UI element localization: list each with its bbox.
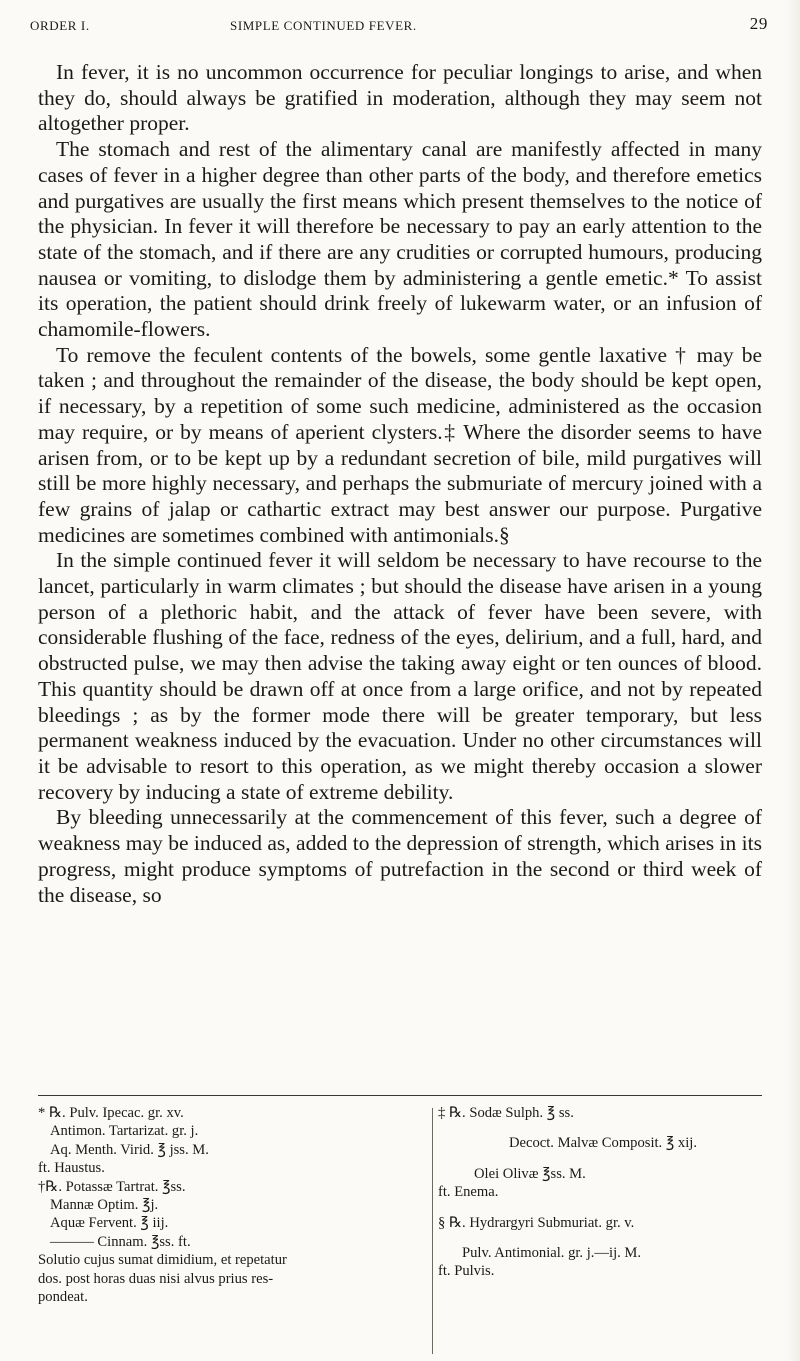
footnotes-left-column — [38, 1104, 423, 1306]
footnote-line: †℞. Potassæ Tartrat. ℥ss. — [38, 1178, 186, 1195]
footnote-line: ‡ ℞. Sodæ Sulph. ℥ ss. — [438, 1105, 574, 1121]
paragraph-bleeding: By bleeding unnecessarily at the commencement of this fever, such a degree of weakness may be induced as, added to the depression of strength, which arises in its progress, might produce symptoms of putrefaction in the second or third week of the disease, so — [38, 805, 762, 907]
footnote-line: pondeat. — [38, 1289, 88, 1306]
footnote-line: Pulv. Antimonial. gr. j.—ij. M. — [462, 1245, 642, 1262]
order-label: ORDER I. — [30, 18, 90, 33]
page-number: 29 — [749, 14, 768, 33]
paragraph-lancet: In the simple continued fever it will seldom be necessary to have recourse to the lancet, particularly in warm climates ; but should the disease have arisen in a young person of a plethoric habit, and the attack of fever have been severe, with considerable flushing of the face, redness of the eyes, delirium, and a full, hard, and obstructed pulse, we may then advise the taking away eight or ten ounces of blood. This quantity should be drawn off at once from a large orifice, and not by repeated bleedings ; as by the former mode there will be greater temporary, but less permanent weakness induced by the evacuation. Under no other circumstances will it be advisable to resort to this operation, as we might thereby occasion a slower recovery by inducing a state of extreme debility. — [38, 548, 762, 804]
footnote-line: Solutio cujus sumat dimidium, et repetatur — [38, 1252, 287, 1269]
paragraph-stomach: The stomach and rest of the alimentary canal are manifestly affected in many cases of fever in a higher degree than other parts of the body, and therefore emetics and purgatives are usually the first means which present themselves to the notice of the physician. In fever it will therefore be necessary to pay an early attention to the state of the stomach, and if there are any crudities or corrupted humours, producing nausea or vomiting, to dislodge them by administering a gentle emetic.* To assist its operation, the patient should drink freely of lukewarm water, or an infusion of chamomile-flowers. — [38, 137, 762, 342]
paragraph-bowels: To remove the feculent contents of the bowels, some gentle laxative † may be taken ; and throughout the remainder of the disease, the body should be kept open, if necessary, by a repetition of some such medicine, administered as the occasion may require, or by means of aperient clysters.‡ Where the disorder seems to have arisen from, or to be kept up by a redundant secretion of bile, mild purgatives will still be more highly necessary, and perhaps the submuriate of mercury joined with a few grains of jalap or cathartic extract may best answer our purpose. Purgative medicines are sometimes combined with antimonials.§ — [38, 342, 762, 547]
footnote-line: Aquæ Fervent. ℥ iij. — [50, 1215, 169, 1232]
footnote-line: * ℞. Pulv. Ipecac. gr. xv. — [38, 1105, 184, 1121]
footnote-line: ——— Cinnam. ℥ss. ft. — [50, 1233, 191, 1250]
main-text — [38, 60, 762, 908]
footnote-column-divider — [432, 1108, 433, 1354]
footnote-line: dos. post horas duas nisi alvus prius res- — [38, 1270, 274, 1287]
footnote-line: ft. Haustus. — [38, 1160, 105, 1177]
running-header — [30, 14, 770, 38]
paragraph-longings: In fever, it is no uncommon occurrence for peculiar longings to arise, and when they do, should always be gratified in moderation, although they may seem not altogether proper. — [38, 60, 762, 136]
chapter-title: SIMPLE CONTINUED FEVER. — [230, 18, 417, 33]
footnote-line: § ℞. Hydrargyri Submuriat. gr. v. — [438, 1214, 635, 1231]
footnote-rule — [38, 1095, 762, 1096]
footnote-line: Olei Olivæ ℥ss. M. — [474, 1165, 586, 1182]
page-edge-shading — [786, 0, 800, 1361]
footnote-line: Decoct. Malvæ Composit. ℥ xij. — [508, 1135, 697, 1152]
footnote-line: ft. Pulvis. — [438, 1263, 495, 1280]
footnote-line: ft. Enema. — [438, 1184, 499, 1201]
footnote-line: Mannæ Optim. ℥j. — [50, 1197, 159, 1214]
footnote-line: Antimon. Tartarizat. gr. j. — [50, 1123, 199, 1140]
footnotes-right-column — [438, 1104, 768, 1281]
footnote-line: Aq. Menth. Virid. ℥ jss. M. — [50, 1141, 209, 1158]
